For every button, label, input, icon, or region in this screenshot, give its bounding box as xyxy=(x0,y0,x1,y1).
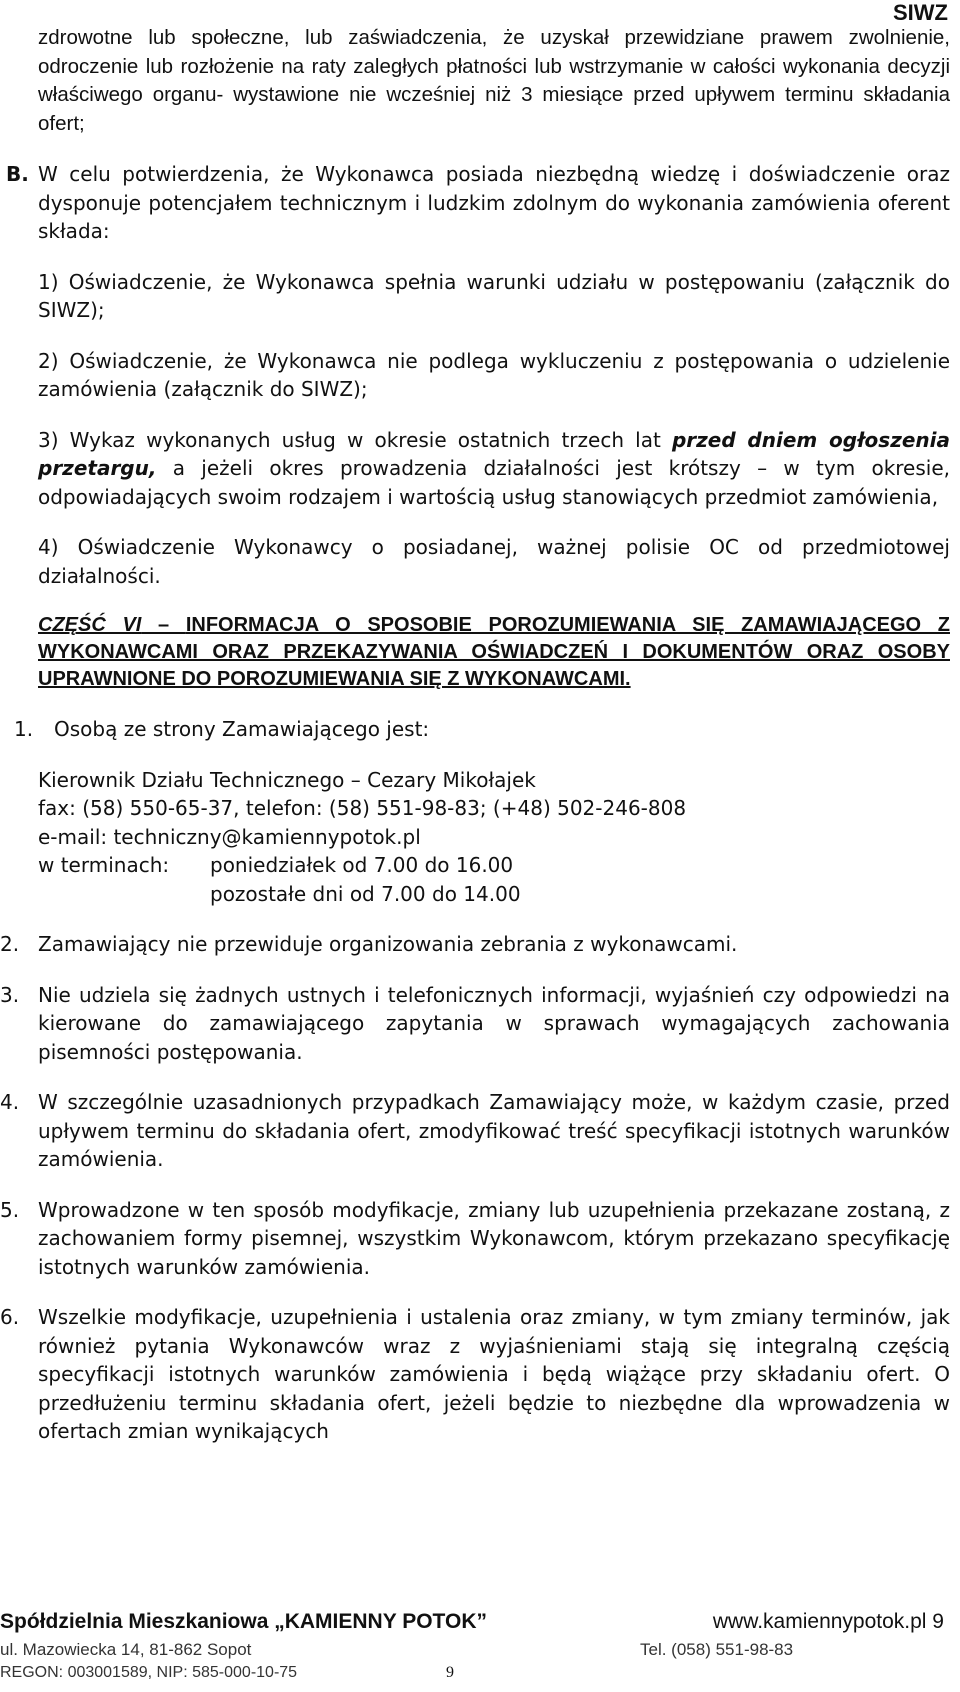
footer-address: ul. Mazowiecka 14, 81-862 Sopot xyxy=(0,1640,252,1659)
contact-item-number: 1. xyxy=(14,717,34,741)
numbered-item-2-text: Zamawiający nie przewiduje organizowania zebrania z wykonawcami. xyxy=(38,932,738,956)
numbered-item-5-number: 5. xyxy=(0,1197,20,1222)
contact-hours-row-2 xyxy=(38,880,950,909)
numbered-item-4-number: 4. xyxy=(0,1090,20,1114)
footer-registry-numbers: REGON: 003001589, NIP: 585-000-10-75 xyxy=(0,1664,298,1681)
numbered-item-2-number: 2. xyxy=(0,932,20,956)
footer-website: www.kamiennypotok.pl 9 xyxy=(712,1610,944,1633)
numbered-item-6 xyxy=(0,1303,950,1446)
section-b-item-2: 2) Oświadczenie, że Wykonawca nie podlega wykluczeniu z postępowania o udzielenie zamówienia (załącznik do SIWZ); xyxy=(38,348,950,401)
numbered-item-2 xyxy=(0,930,950,959)
numbered-item-5 xyxy=(0,1196,950,1282)
contact-item xyxy=(14,715,950,744)
numbered-item-3 xyxy=(0,981,950,1067)
contact-block xyxy=(38,766,950,909)
hours-weekday: poniedziałek od 7.00 do 16.00 xyxy=(210,853,514,877)
contact-item-text: Osobą ze strony Zamawiającego jest: xyxy=(54,717,430,741)
section-b-item-3 xyxy=(38,426,950,512)
document-header-title: SIWZ xyxy=(893,0,948,25)
footer-telephone: Tel. (058) 551-98-83 xyxy=(640,1640,794,1659)
item-3-emphasis: przed dniem ogłoszenia przetargu, xyxy=(38,427,950,480)
numbered-item-4 xyxy=(0,1088,950,1174)
section-b-item-4: 4) Oświadczenie Wykonawcy o posiadanej, ważnej polisie OC od przedmiotowej działalności. xyxy=(38,535,950,588)
part-vi-heading xyxy=(38,612,950,693)
footer-cooperative-name: Spółdzielnia Mieszkaniowa „KAMIENNY POTOK” xyxy=(0,1610,487,1633)
section-b-paragraph xyxy=(6,160,950,246)
intro-paragraph: zdrowotne lub społeczne, lub zaświadczenia, że uzyskał przewidziane prawem zwolnienie, odroczenie lub rozłożenie na raty zaległych płatności lub wstrzymanie w całości wykonania decyzji właściwego organu- wystawione nie wcześniej niż 3 miesiące przed upływem terminu składania ofert; xyxy=(38,26,950,135)
contact-person: Kierownik Działu Technicznego – Cezary Mikołajek xyxy=(38,767,536,792)
item-3-pre: 3) Wykaz wykonanych usług w okresie ostatnich trzech lat xyxy=(38,427,672,452)
numbered-item-6-text: Wszelkie modyfikacje, uzupełnienia i ustalenia oraz zmiany, w tym zmiany terminów, jak również pytania Wykonawców wraz z wyjaśnieniami stają się integralną częścią specyfikacji istotnych warunków zamówienia i będą wiążące przy składaniu ofert. O przedłużeniu terminu składania ofert, jeżeli będzie to niezbędne dla wprowadzenia w ofertach zmian wynikających xyxy=(38,1305,950,1443)
numbered-item-6-number: 6. xyxy=(0,1305,20,1329)
hours-label: w terminach: xyxy=(38,853,170,877)
numbered-item-3-number: 3. xyxy=(0,982,20,1007)
document-body xyxy=(0,24,950,1446)
numbered-item-4-text: W szczególnie uzasadnionych przypadkach Zamawiający może, w każdym czasie, przed upływem terminu do składania ofert, zmodyfikować treść specyfikacji istotnych warunków zamówienia. xyxy=(38,1090,950,1171)
numbered-item-3-text: Nie udziela się żadnych ustnych i telefonicznych informacji, wyjaśnień czy odpowiedzi na kierowane do zamawiającego zapytania w sprawach wymagających zachowania pisemności postępowania. xyxy=(38,982,950,1064)
numbered-item-5-text: Wprowadzone w ten sposób modyfikacje, zmiany lub uzupełnienia przekazane zostaną, z zachowaniem formy pisemnej, wszystkim Wykonawcom, którym przekazano specyfikację istotnych warunków zamówienia. xyxy=(38,1197,950,1279)
footer-page-number: 9 xyxy=(446,1664,454,1681)
section-b-item-1: 1) Oświadczenie, że Wykonawca spełnia warunki udziału w postępowaniu (załącznik do SIWZ); xyxy=(38,269,950,322)
section-b-marker: B. xyxy=(6,162,29,186)
part-vi-label: CZĘŚĆ VI xyxy=(38,614,142,636)
part-vi-dash: – xyxy=(141,614,186,636)
part-vi-title: INFORMACJA O SPOSOBIE POROZUMIEWANIA SIĘ ZAMAWIAJĄCEGO Z WYKONAWCAMI ORAZ PRZEKAZYWANIA OŚWIADCZEŃ I DOKUMENTÓW ORAZ OSOBY UPRAWNIONE DO POROZUMIEWANIA SIĘ Z WYKONAWCAMI. xyxy=(38,614,950,690)
contact-email: e-mail: techniczny@kamiennypotok.pl xyxy=(38,824,421,849)
contact-phones: fax: (58) 550-65-37, telefon: (58) 551-98-83; (+48) 502-246-808 xyxy=(38,796,687,820)
item-3-post: a jeżeli okres prowadzenia działalności jest krótszy – w tym okresie, odpowiadających swoim rodzajem i wartością usług stanowiących przedmiot zamówienia, xyxy=(38,456,950,509)
hours-other-days: pozostałe dni od 7.00 do 14.00 xyxy=(210,881,521,906)
section-b-text: W celu potwierdzenia, że Wykonawca posiada niezbędną wiedzę i doświadczenie oraz dysponuje potencjałem technicznym i ludzkim zdolnym do wykonania zamówienia oferent składa: xyxy=(38,162,950,243)
contact-hours-row-1 xyxy=(38,851,950,880)
